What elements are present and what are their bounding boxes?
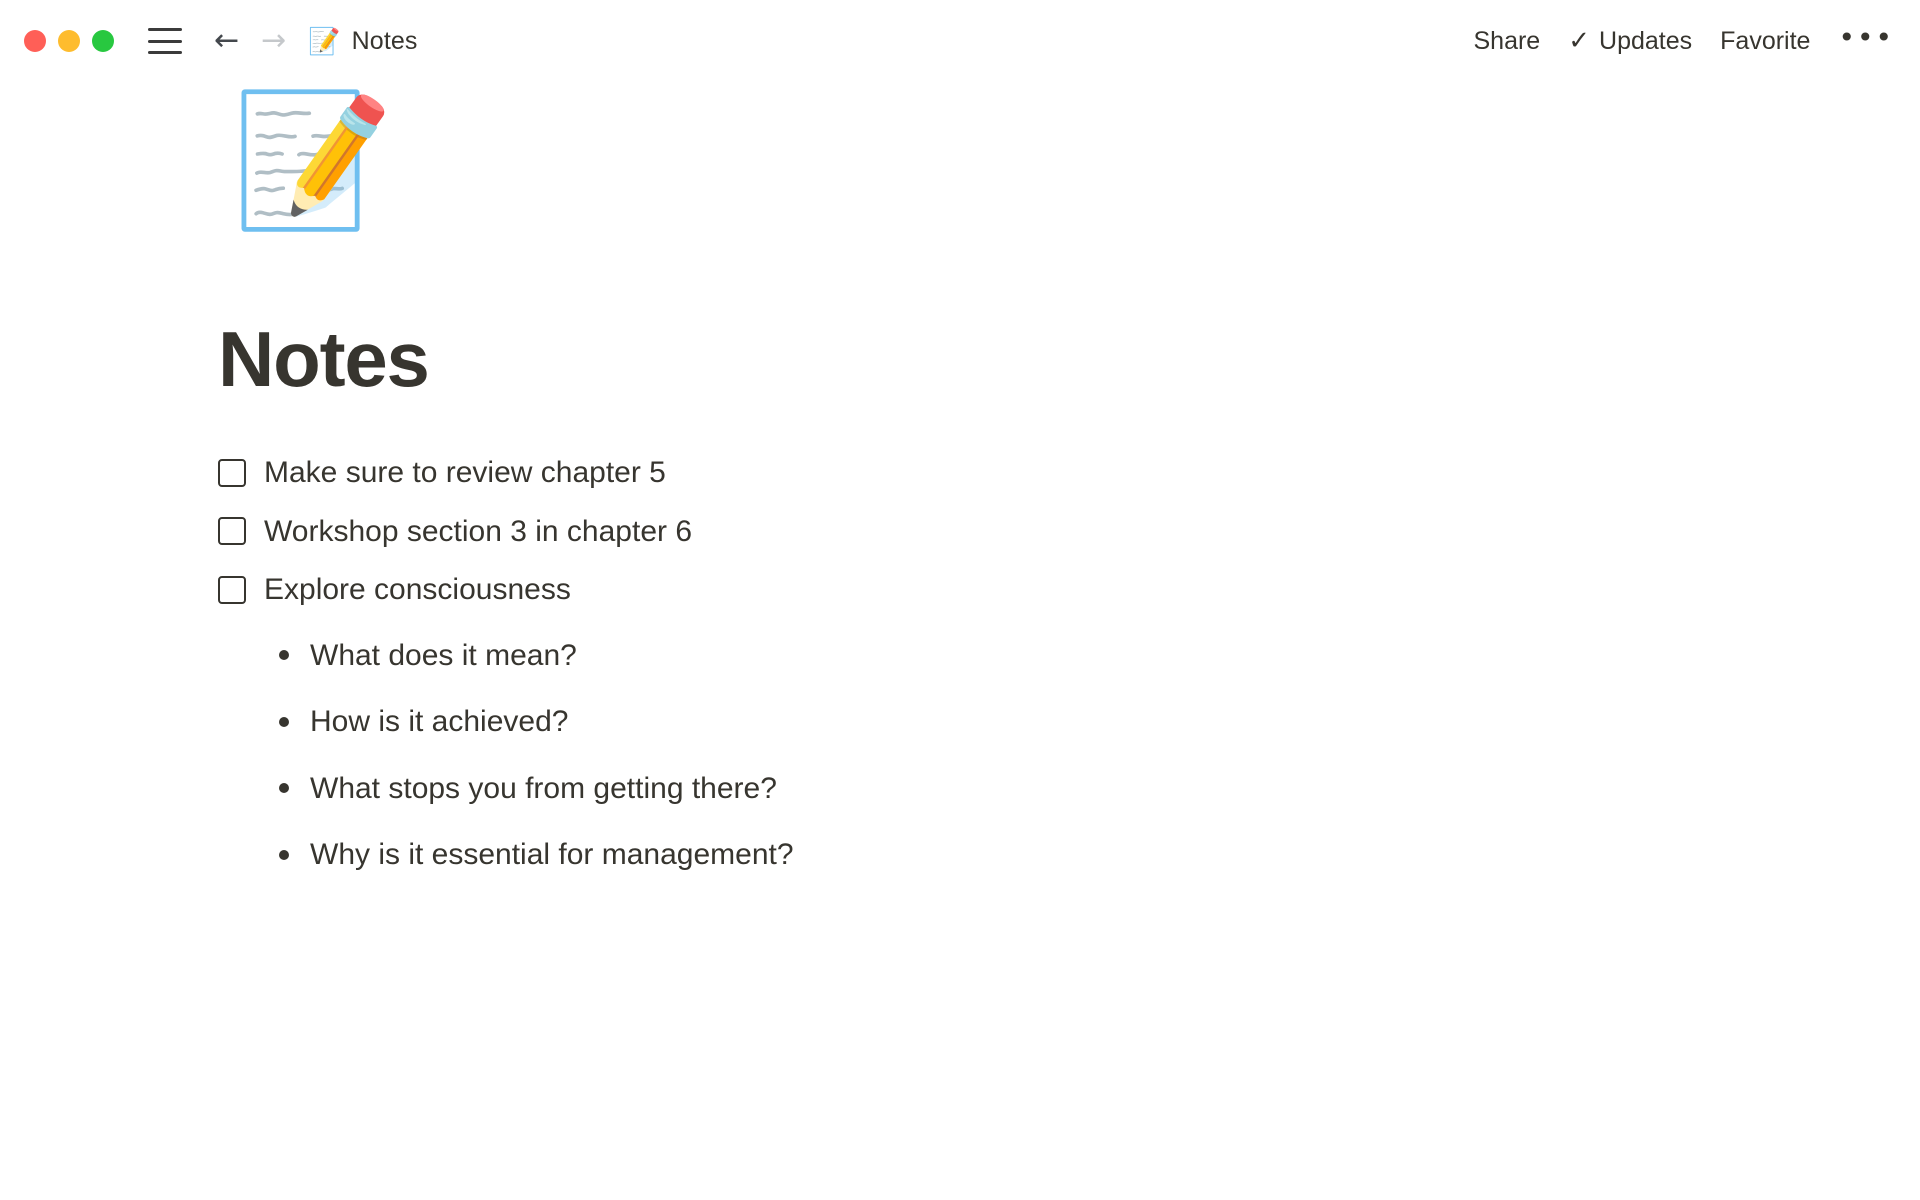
- todo-label: Workshop section 3 in chapter 6: [264, 514, 693, 548]
- list-item[interactable]: [274, 703, 1920, 741]
- bullet-label: What stops you from getting there?: [310, 771, 777, 805]
- todo-label: Explore consciousness: [264, 573, 571, 606]
- todo-checkbox[interactable]: [218, 517, 246, 545]
- favorite-button[interactable]: Favorite: [1720, 26, 1811, 55]
- list-item[interactable]: [218, 454, 1920, 492]
- back-arrow-icon[interactable]: ←: [214, 23, 240, 58]
- window-titlebar: [0, 0, 1920, 82]
- breadcrumb[interactable]: [308, 27, 417, 56]
- bullet-label: How is it achieved?: [310, 705, 569, 738]
- bullet-dot-icon: [279, 717, 289, 727]
- list-item[interactable]: [218, 513, 1920, 551]
- page-icon[interactable]: 📝: [232, 87, 394, 233]
- close-window-button[interactable]: [24, 30, 46, 52]
- page-title[interactable]: Notes: [218, 315, 429, 403]
- page-content: [0, 82, 1920, 874]
- bullet-label: Why is it essential for management?: [310, 838, 794, 871]
- more-options-icon[interactable]: •••: [1838, 21, 1894, 54]
- maximize-window-button[interactable]: [92, 30, 114, 52]
- list-item[interactable]: [274, 836, 1920, 874]
- note-page-icon: 📝: [308, 26, 341, 56]
- bullet-label: What does it mean?: [310, 638, 577, 672]
- list-item[interactable]: [274, 637, 1920, 675]
- check-icon: ✓: [1568, 26, 1591, 56]
- traffic-lights: [24, 30, 114, 52]
- navigation-arrows: [214, 23, 287, 58]
- list-item[interactable]: [274, 770, 1920, 808]
- updates-label: Updates: [1599, 26, 1693, 55]
- forward-arrow-icon[interactable]: →: [261, 23, 287, 58]
- todo-checkbox[interactable]: [218, 576, 246, 604]
- list-item[interactable]: [218, 571, 1920, 609]
- share-button[interactable]: Share: [1473, 26, 1541, 55]
- updates-button[interactable]: [1568, 27, 1692, 56]
- bullet-dot-icon: [279, 783, 289, 793]
- todo-list: [218, 454, 1920, 874]
- bullet-dot-icon: [279, 650, 289, 660]
- todo-label: Make sure to review chapter 5: [264, 456, 666, 489]
- breadcrumb-title: Notes: [351, 26, 418, 55]
- bullet-dot-icon: [279, 850, 289, 860]
- todo-checkbox[interactable]: [218, 459, 246, 487]
- bullet-list: [218, 637, 1920, 874]
- titlebar-actions: [1473, 21, 1895, 58]
- sidebar-toggle-icon[interactable]: [148, 28, 182, 54]
- minimize-window-button[interactable]: [58, 30, 80, 52]
